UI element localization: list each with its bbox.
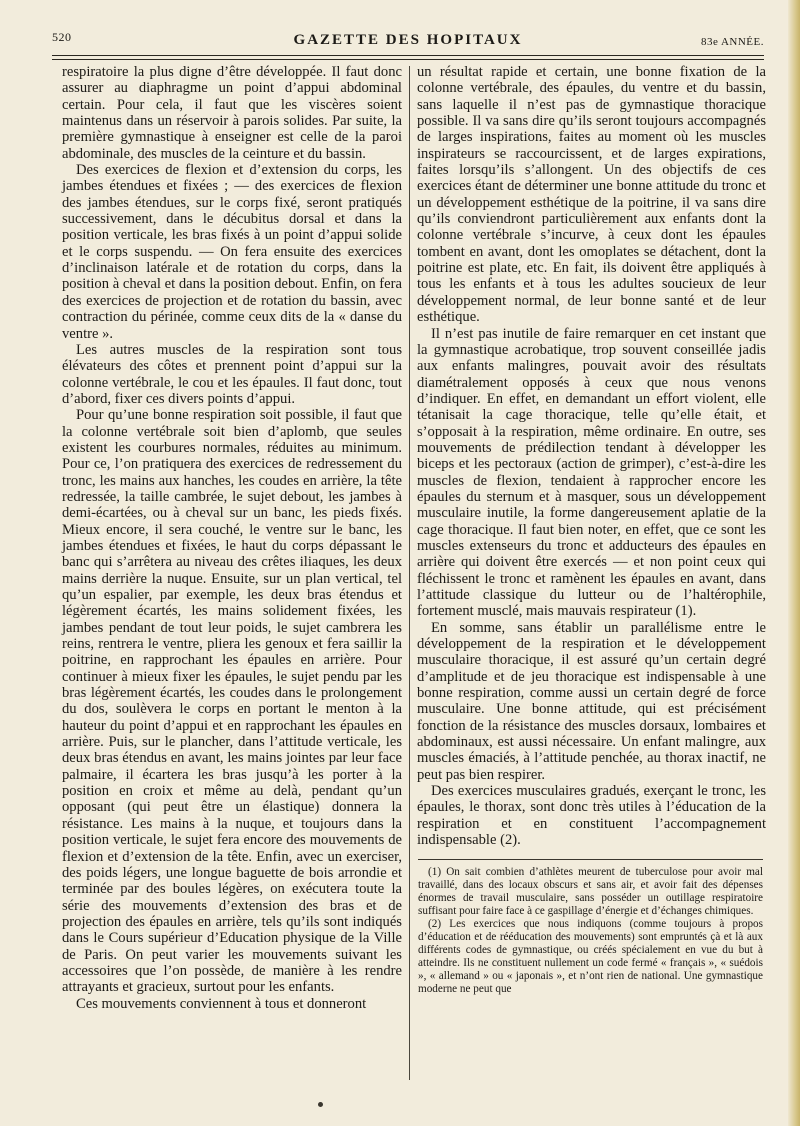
footnote: (2) Les exercices que nous indiquons (comme toujours à propos d’éducation et de rééducation des mouvements) sont empruntés çà et là aux différents codes de gymnastique, ou créés spécialement en vue du but à atteindre. Ils ne constituent nullement un code fermé « français », « suédois », « allemand » ou « japonais », et n’ont rien de national. Une gymnastique moderne ne peut que [418, 917, 763, 995]
paragraph: Pour qu’une bonne respiration soit possible, il faut que la colonne vertébrale soit bien d’aplomb, que seules existent les courbures normales, réduites au minimum. Pour ce, l’on pratiquera des exercices de redressement du tronc, les mains aux hanches, les coudes en arrière, la tête redressée, la taille cambrée, le sujet debout, les jambes à demi-écartées, ou à cheval sur un banc, les pieds fixés. Mieux encore, il sera couché, le ventre sur le banc, les jambes étendues et fixées, le haut du corps dépassant le banc qui s’arrêtera au niveau des crêtes iliaques, les deux mains derrière la nuque. Ensuite, sur un plan vertical, tel qu’un espalier, par exemple, les deux bras étendus et légèrement écartés, les mains solidement fixées, les jambes pendant de tout leur poids, le sujet cambrera les reins, rentrera le ventre, pliera les genoux et fera saillir la poitrine, en rapprochant les épaules en arrière. Pour continuer à mieux fixer les épaules, le sujet pendu par les bras légèrement écartés, les coudes dans le prolongement du dos, soulèvera le corps en portant le menton à la hauteur du point d’appui et en rapprochant les épaules en arrière. Puis, sur le plancher, dans l’attitude verticale, les deux bras étendus en avant, les mains jointes par leur face palmaire, il écartera les bras jusqu’à les porter à la position en croix et même au delà, pendant qu’un opposant (qui peut être un élastique) donnera la résistance. Les mains à la nuque, et toujours dans la position verticale, le sujet fera encore des mouvements de flexion et d’extension de la tête. Enfin, avec un exerciser, des poids légers, une longue baguette de bois arrondie et terminée par des boules légères, on exécutera toute la série des mouvements d’extension des bras et de projection des épaules en arrière, tels qu’ils sont indiqués dans le Cours supérieur d’Education physique de la Ville de Paris. On peut varier les mouvements suivant les accessoires que l’on possède, de manière à les rendre attrayants et gracieux, surtout pour les enfants. [62, 407, 402, 996]
page-number: 520 [52, 30, 72, 44]
page-edge [788, 0, 800, 1126]
paragraph: Des exercices de flexion et d’extension du corps, les jambes étendues et fixées ; — des exercices de flexion des jambes étendues, sur le corps fixé, seront pratiqués successivement, dans le décubitus dorsal et dans la position verticale, les bras fixés à un point d’appui solide et le corps suspendu. — On fera ensuite des exercices d’inclinaison latérale et de rotation du corps, dans la position à cheval et dans la position debout. Enfin, on fera des exercices de projection et de rotation du bassin, avec contraction du périnée, comme ceux dits de la « danse du ventre ». [62, 162, 402, 342]
right-column [417, 64, 766, 849]
paragraph: Il n’est pas inutile de faire remarquer en cet instant que la gymnastique acrobatique, trop souvent conseillée jadis aux enfants malingres, pouvait avoir des résultats diamétralement opposés à ceux que nous venons d’indiquer. En effet, en demandant un effort violent, elle tétanisait la cage thoracique, telle qu’elle était, et s’opposait à la respiration, même ordinaire. En outre, ses mouvements de prédilection tendant à développer les biceps et les pectoraux (action de grimper), c’est-à-dire les muscles de flexion, tendaient à rapprocher encore les épaules du sternum et à masquer, sous un développement musculaire inutile, la forme dangereusement aplatie de la cage thoracique. Il faut bien noter, en effet, que ce sont les muscles extenseurs du tronc et adducteurs des épaules en arrière qui doivent être exercés — et non point ceux qui fléchissent le tronc et ramènent les épaules en avant, dans l’attitude classique du lutteur ou de l’haltérophile, fortement musclé, mais mauvais respirateur (1). [417, 325, 766, 620]
left-column [62, 64, 402, 1012]
paragraph: un résultat rapide et certain, une bonne fixation de la colonne vertébrale, des épaules, du ventre et du bassin, sans laquelle il n’est pas de gymnastique thoracique possible. Il va sans dire qu’ils seront toujours accompagnés de larges inspirations, faites au moment où les muscles inspirateurs se raccourcissent, et de larges expirations, faites lorsqu’ils s’allongent. Un des objectifs de ces exercices étant de déterminer une bonne attitude du tronc et un développement esthétique de la poitrine, il va sans dire qu’ils conviendront particulièrement aux enfants dont la colonne vertébrale s’incurve, à ceux dont les épaules tombent en avant, dont les omoplates se détachent, dont la poitrine est plate, etc. En fait, ils doivent être appliqués à tous les enfants et à tous les adultes soucieux de leur développement normal, de leur bonne santé et de leur esthétique. [417, 64, 766, 326]
paragraph: Les autres muscles de la respiration sont tous élévateurs des côtes et prennent point d’appui sur la colonne vertébrale, le cou et les épaules. Il faut donc, tout d’abord, fixer ces divers points d’appui. [62, 341, 402, 407]
ink-dot [318, 1102, 323, 1107]
year-label: 83e ANNÉE. [700, 36, 764, 48]
paragraph: Des exercices musculaires gradués, exerçant le tronc, les épaules, le thorax, sont donc très utiles à l’éducation de la respiration et en constituent l’accompagnement indispensable (2). [417, 783, 766, 849]
header-rule [52, 55, 764, 56]
page-header [52, 30, 764, 52]
footnote-rule [418, 859, 763, 860]
footnotes [418, 866, 763, 996]
footnote: (1) On sait combien d’athlètes meurent de tuberculose pour avoir mal travaillé, dans des locaux obscurs et sans air, et avoir fait des dépenses énormes de travail musculaire, sans posséder un outillage respiratoire suffisant pour faire face à ce gaspillage d’énergie et d’échanges chimiques. [418, 866, 763, 917]
column-divider [409, 66, 410, 1080]
paragraph: Ces mouvements conviennent à tous et donneront [76, 995, 367, 1012]
journal-title: GAZETTE DES HOPITAUX [293, 32, 523, 48]
paragraph: En somme, sans établir un parallélisme entre le développement de la respiration et le développement musculaire thoracique, il est assuré qu’un certain degré d’amplitude et de jeu thoracique est indispensable à une bonne respiration, comme aussi un certain degré de force musculaire. Une bonne attitude, qui est précisément fonction de la résistance des muscles dorsaux, lombaires et abdominaux, est aussi nécessaire. Un enfant malingre, aux muscles émaciés, à l’attitude penchée, au thorax inactif, ne peut pas bien respirer. [417, 619, 766, 783]
header-rule-thin [52, 59, 764, 60]
paragraph: respiratoire la plus digne d’être développée. Il faut donc assurer au diaphragme un point d’appui abdominal certain. Pour cela, il faut que les viscères soient maintenus dans un réservoir à parois solides. Par suite, la première gymnastique à enseigner est celle de la paroi abdominale, des muscles de la ceinture et du bassin. [62, 64, 402, 162]
